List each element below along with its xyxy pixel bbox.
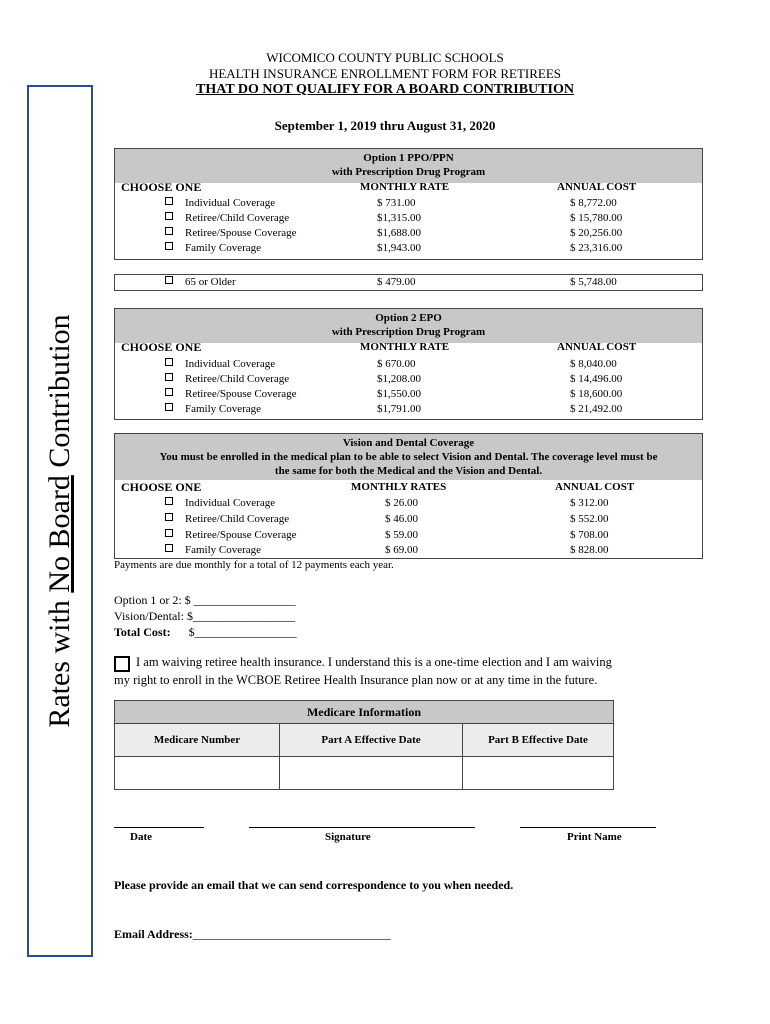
email-row <box>114 927 391 942</box>
option1-row[interactable]: Family Coverage $1,943.00 $ 23,316.00 <box>115 241 702 256</box>
option2-row[interactable]: Retiree/Child Coverage $1,208.00 $ 14,496.00 <box>115 372 702 387</box>
medicare-number-input[interactable] <box>115 757 280 790</box>
checkbox[interactable] <box>165 403 173 411</box>
checkbox[interactable] <box>165 242 173 250</box>
option1-annual-header: ANNUAL COST <box>557 181 637 193</box>
period: September 1, 2019 thru August 31, 2020 <box>274 118 496 133</box>
option2-choose: CHOOSE ONE <box>121 340 202 354</box>
medicare-table <box>114 700 614 790</box>
sidebar-title: Rates with No Board Contribution <box>43 314 76 728</box>
option1-table <box>114 148 703 260</box>
print-name-line[interactable] <box>520 827 656 828</box>
email-label: Email Address: <box>114 927 193 941</box>
waiver-checkbox[interactable] <box>114 656 130 672</box>
medicare-title: Medicare Information <box>115 701 614 724</box>
option2-table <box>114 308 703 420</box>
vision-row[interactable]: Family Coverage $ 69.00 $ 828.00 <box>115 543 702 558</box>
checkbox[interactable] <box>165 197 173 205</box>
vision-total-field[interactable]: Vision/Dental: $_________________ <box>114 609 295 623</box>
checkbox[interactable] <box>165 276 173 284</box>
option1-row[interactable]: Retiree/Child Coverage $1,315.00 $ 15,780.00 <box>115 211 702 226</box>
part-a-input[interactable] <box>280 757 463 790</box>
checkbox[interactable] <box>165 544 173 552</box>
date-line[interactable] <box>114 827 204 828</box>
vision-note-line1: You must be enrolled in the medical plan to be able to select Vision and Dental. The coverage level must be <box>159 451 658 463</box>
total-cost-field[interactable]: $_________________ <box>188 625 297 639</box>
vision-row[interactable]: Retiree/Child Coverage $ 46.00 $ 552.00 <box>115 512 702 527</box>
option-total-field[interactable]: Option 1 or 2: $ _________________ <box>114 593 296 607</box>
waiver-line1: I am waiving retiree health insurance. I understand this is a one-time election and I am waiving <box>136 655 612 669</box>
checkbox[interactable] <box>165 529 173 537</box>
header <box>95 50 675 98</box>
option2-subtitle: with Prescription Drug Program <box>331 326 486 338</box>
option1-rate-header: MONTHLY RATE <box>360 181 450 193</box>
part-a-header: Part A Effective Date <box>280 724 463 757</box>
checkbox[interactable] <box>165 513 173 521</box>
payments-note: Payments are due monthly for a total of 12 payments each year. <box>114 559 394 571</box>
vision-row[interactable]: Retiree/Spouse Coverage $ 59.00 $ 708.00 <box>115 528 702 543</box>
header-line3: THAT DO NOT QUALIFY FOR A BOARD CONTRIBUTION <box>196 82 574 97</box>
option2-row[interactable]: Family Coverage $1,791.00 $ 21,492.00 <box>115 402 702 417</box>
option2-annual-header: ANNUAL COST <box>557 341 637 353</box>
part-b-header: Part B Effective Date <box>463 724 614 757</box>
option2-title: Option 2 EPO <box>375 312 442 324</box>
vision-table <box>114 433 703 559</box>
vision-row[interactable]: Individual Coverage $ 26.00 $ 312.00 <box>115 496 702 511</box>
email-note: Please provide an email that we can send correspondence to you when needed. <box>114 878 514 892</box>
option1-subtitle: with Prescription Drug Program <box>331 166 486 178</box>
email-field[interactable]: _________________________________ <box>192 927 391 941</box>
checkbox[interactable] <box>165 212 173 220</box>
option2-rate-header: MONTHLY RATE <box>360 341 450 353</box>
checkbox[interactable] <box>165 373 173 381</box>
vision-header <box>115 434 702 480</box>
option1-choose: CHOOSE ONE <box>121 180 202 194</box>
header-line1: WICOMICO COUNTY PUBLIC SCHOOLS <box>266 50 504 65</box>
checkbox[interactable] <box>165 227 173 235</box>
vision-note-line2: the same for both the Medical and the Vision and Dental. <box>274 465 543 477</box>
part-b-input[interactable] <box>463 757 614 790</box>
vision-title: Vision and Dental Coverage <box>342 437 475 449</box>
vision-rate-header: MONTHLY RATES <box>351 481 447 493</box>
option1-row[interactable]: Individual Coverage $ 731.00 $ 8,772.00 <box>115 196 702 211</box>
option1-title: Option 1 PPO/PPN <box>363 152 454 164</box>
date-label: Date <box>130 831 152 843</box>
vision-choose: CHOOSE ONE <box>121 480 202 494</box>
option1-header <box>115 149 702 183</box>
option1-older-row[interactable]: 65 or Older $ 479.00 $ 5,748.00 <box>114 274 703 291</box>
print-name-label: Print Name <box>567 831 622 843</box>
option1-row[interactable]: Retiree/Spouse Coverage $1,688.00 $ 20,256.00 <box>115 226 702 241</box>
signature-label: Signature <box>325 831 371 843</box>
medicare-number-header: Medicare Number <box>115 724 280 757</box>
sidebar-frame <box>27 85 93 957</box>
header-line2: HEALTH INSURANCE ENROLLMENT FORM FOR RETIREES <box>208 66 562 81</box>
signature-line[interactable] <box>249 827 475 828</box>
checkbox[interactable] <box>165 358 173 366</box>
checkbox[interactable] <box>165 497 173 505</box>
checkbox[interactable] <box>165 388 173 396</box>
option2-row[interactable]: Individual Coverage $ 670.00 $ 8,040.00 <box>115 357 702 372</box>
option2-row[interactable]: Retiree/Spouse Coverage $1,550.00 $ 18,600.00 <box>115 387 702 402</box>
waiver-line2: my right to enroll in the WCBOE Retiree Health Insurance plan now or at any time in the future. <box>114 673 598 687</box>
totals <box>114 592 297 640</box>
total-cost-label: Total Cost: <box>114 625 171 639</box>
vision-annual-header: ANNUAL COST <box>555 481 635 493</box>
option2-header <box>115 309 702 343</box>
